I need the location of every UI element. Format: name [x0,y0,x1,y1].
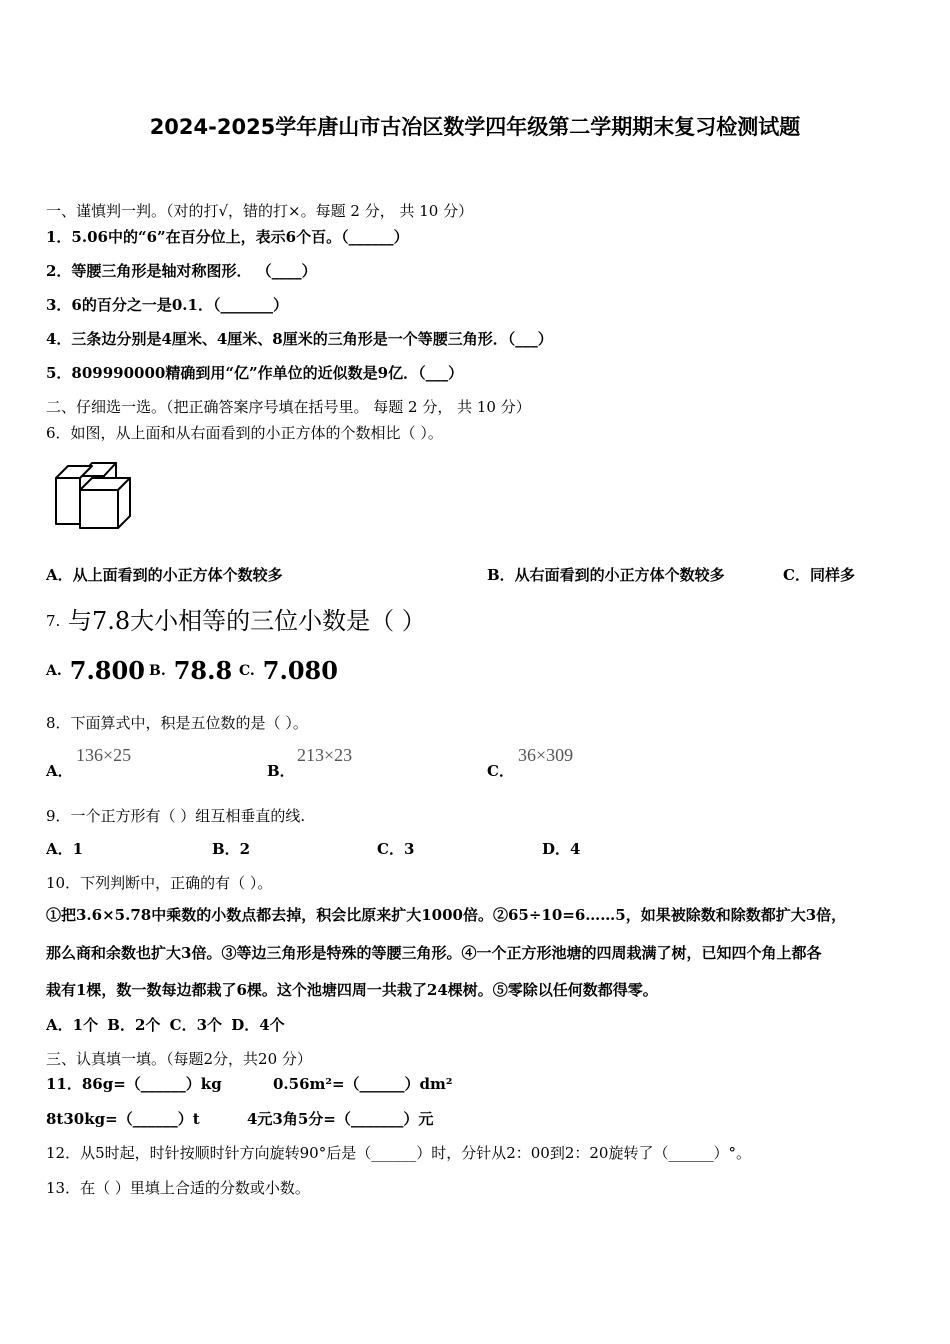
question-8-option-c-label: C． [487,762,514,780]
question-8-option-b-label: B． [267,762,295,780]
question-7-number: 7. [46,612,61,630]
question-10-stem: 10．下列判断中，正确的有（ ）。 [46,874,273,892]
page-title: 2024-2025学年唐山市古冶区数学四年级第二学期期末复习检测试题 [149,115,801,139]
question-7-option-a [46,656,145,686]
question-13: 13．在（ ）里填上合适的分数或小数。 [46,1179,310,1197]
question-10-line-3: 栽有1棵，数一数每边都栽了6棵。这个池塘四周一共栽了24棵树。⑤零除以任何数都得零。 [46,981,658,999]
question-1: 1．5.06中的“6”在百分位上，表示6个百。（______） [46,228,409,246]
question-8-option-a-expression: 136×25 [76,745,132,765]
question-9-stem: 9．一个正方形有（ ）组互相垂直的线. [46,807,306,825]
question-2: 2．等腰三角形是轴对称图形． （____） [46,262,317,280]
question-11-part-d: 4元3角5分=（_______）元 [247,1110,434,1128]
question-4: 4．三条边分别是4厘米、4厘米、8厘米的三角形是一个等腰三角形．（___） [46,330,553,348]
question-6-stem: 6．如图，从上面和从右面看到的小正方体的个数相比（ ）。 [46,424,443,442]
front-cube-front [80,490,118,528]
question-6-option-a: A．从上面看到的小正方体个数较多 [46,566,283,584]
question-7-text: 与7.8大小相等的三位小数是（ ） [67,607,426,635]
question-10-line-1: ①把3.6×5.78中乘数的小数点都去掉，积会比原来扩大1000倍。②65÷10=6……5，如果被除数和除数都扩大3倍， [46,906,847,924]
question-8-option-a-label: A． [46,762,73,780]
cube-stack-figure [50,458,140,532]
question-11-part-b: 0.56m²=（______）dm² [273,1075,453,1093]
question-8-option-c-expression: 36×309 [518,745,574,765]
question-8-stem: 8．下面算式中，积是五位数的是（ ）。 [46,714,308,732]
question-12: 12．从5时起，时针按顺时针方向旋转90°后是（______）时，分针从2：00到2：20旋转了（______）°。 [46,1144,751,1162]
option-label: B. [149,663,166,679]
question-6-option-b: B．从右面看到的小正方体个数较多 [487,566,725,584]
question-7-option-c [239,656,338,686]
question-10-line-2: 那么商和余数也扩大3倍。③等边三角形是特殊的等腰三角形。④一个正方形池塘的四周栽满了树，已知四个角上都各 [46,944,822,962]
option-label: A. [46,663,62,679]
question-3: 3．6的百分之一是0.1．（_______） [46,296,288,314]
left-cube-front [56,478,80,524]
question-9-option-b: B．2 [212,840,251,858]
section-1-heading: 一、谨慎判一判。（对的打√，错的打×。每题 2 分， 共 10 分） [46,202,474,220]
question-7-option-b [149,656,232,686]
question-9-option-c: C．3 [377,840,415,858]
question-7-stem [46,606,426,636]
option-value: 7.080 [262,656,338,685]
option-label: C. [239,663,255,679]
section-3-heading: 三、认真填一填。（每题2分，共20 分） [46,1050,312,1068]
question-6-option-c: C．同样多 [783,566,855,584]
question-11-part-a: 11．86g=（______）kg [46,1075,222,1093]
option-value: 7.800 [69,656,145,685]
option-value: 78.8 [173,656,233,685]
question-9-option-d: D．4 [542,840,581,858]
question-8-option-b-expression: 213×23 [297,745,353,765]
question-9-option-a: A．1 [46,840,84,858]
question-10-options: A．1个 B．2个 C．3个 D．4个 [46,1016,285,1034]
section-2-heading: 二、仔细选一选。（把正确答案序号填在括号里。 每题 2 分， 共 10 分） [46,398,531,416]
question-11-part-c: 8t30kg=（______）t [46,1110,200,1128]
question-5: 5．809990000精确到用“亿”作单位的近似数是9亿．（___） [46,364,464,382]
